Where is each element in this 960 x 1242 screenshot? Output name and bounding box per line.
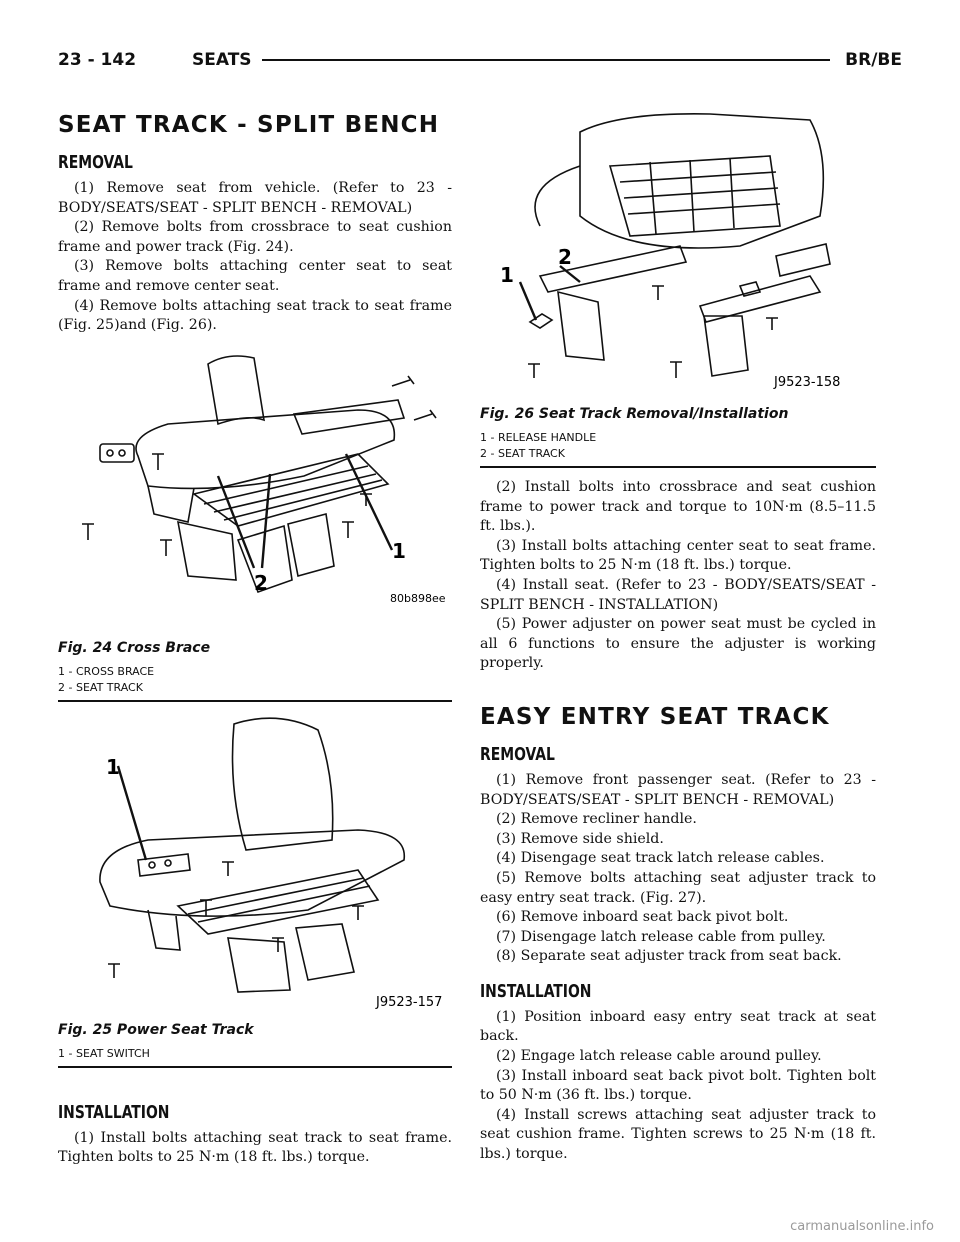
- callout-1: 1: [106, 754, 120, 779]
- removal-step: (6) Remove inboard seat back pivot bolt.: [496, 909, 789, 926]
- figure-code: J9523-158: [774, 375, 841, 390]
- power-seat-track-illustration: [58, 710, 452, 1016]
- figure-code: J9523-157: [376, 994, 443, 1010]
- seat-track-removal-illustration: [480, 106, 876, 400]
- legend-item: 2 - SEAT TRACK: [58, 680, 143, 694]
- left-column: [58, 100, 452, 1168]
- model-code: BR/BE: [845, 50, 902, 70]
- installation-step: (3) Install inboard seat back pivot bolt. Tighten bolt to 50 N·m (36 ft. lbs.) torque.: [480, 1067, 876, 1104]
- page-header: [58, 50, 902, 74]
- installation-step: (2) Install bolts into crossbrace and seat cushion frame to power track and torque to 10N·m (8.5–11.5 ft. lbs.).: [480, 479, 876, 535]
- removal-step: (3) Remove bolts attaching center seat to seat frame and remove center seat.: [58, 258, 452, 294]
- cross-brace-illustration: [58, 344, 452, 634]
- removal-heading: REMOVAL: [58, 152, 133, 173]
- legend-item: 1 - CROSS BRACE: [58, 664, 155, 678]
- figure-caption: Fig. 26 Seat Track Removal/Installation: [480, 406, 789, 422]
- installation-step: (5) Power adjuster on power seat must be cycled in all 6 functions to ensure the adjuster is working properly.: [480, 616, 876, 672]
- installation-step: (2) Engage latch release cable around pulley.: [496, 1048, 822, 1065]
- figure-legend: [58, 664, 452, 696]
- removal-step: (5) Remove bolts attaching seat adjuster track to easy entry seat track. (Fig. 27).: [480, 869, 876, 906]
- removal-step: (7) Disengage latch release cable from pulley.: [496, 928, 826, 945]
- page-number: 23 - 142: [58, 50, 137, 70]
- watermark: carmanualsonline.info: [790, 1219, 934, 1234]
- installation-step: (1) Position inboard easy entry seat track at seat back.: [480, 1008, 876, 1045]
- section-title-split-bench: SEAT TRACK - SPLIT BENCH: [58, 112, 440, 138]
- figure-25-power-seat-track: [58, 710, 452, 1068]
- section-name: SEATS: [192, 50, 252, 70]
- removal-step: (1) Remove seat from vehicle. (Refer to 23 - BODY/SEATS/SEAT - SPLIT BENCH - REMOVAL): [58, 180, 452, 216]
- callout-1: 1: [392, 538, 406, 563]
- installation-step: (4) Install seat. (Refer to 23 - BODY/SEATS/SEAT - SPLIT BENCH - INSTALLATION): [480, 576, 876, 613]
- removal-step: (4) Remove bolts attaching seat track to seat frame (Fig. 25)and (Fig. 26).: [58, 297, 452, 334]
- figure-legend: [480, 430, 876, 462]
- figure-code: 80b898ee: [390, 591, 446, 605]
- header-rule: [262, 59, 830, 61]
- callout-2: 2: [558, 245, 572, 269]
- installation-step: (4) Install screws attaching seat adjuster track to seat cushion frame. Tighten screws to 25 N·m (18 ft. lbs.) torque.: [480, 1106, 876, 1163]
- installation-heading: INSTALLATION: [480, 980, 592, 1002]
- removal-step: (3) Remove side shield.: [496, 830, 664, 847]
- removal-step: (8) Separate seat adjuster track from seat back.: [496, 948, 842, 965]
- section-title-easy-entry: EASY ENTRY SEAT TRACK: [480, 703, 830, 730]
- legend-item: 1 - SEAT SWITCH: [58, 1046, 150, 1060]
- installation-heading: INSTALLATION: [58, 1101, 170, 1123]
- removal-step: (4) Disengage seat track latch release cables.: [496, 850, 825, 867]
- right-column: [480, 106, 876, 1165]
- figure-caption: Fig. 25 Power Seat Track: [58, 1021, 254, 1038]
- figure-26-seat-track-removal: [480, 106, 876, 468]
- figure-caption: Fig. 24 Cross Brace: [58, 639, 211, 656]
- removal-step: (1) Remove front passenger seat. (Refer to 23 - BODY/SEATS/SEAT - SPLIT BENCH - REMOVAL): [480, 771, 876, 808]
- installation-step: (1) Install bolts attaching seat track to seat frame. Tighten bolts to 25 N·m (18 ft. lbs.) torque.: [58, 1129, 452, 1166]
- installation-step: (3) Install bolts attaching center seat to seat frame. Tighten bolts to 25 N·m (18 ft. lbs.) torque.: [480, 537, 876, 574]
- installation-continued: [480, 478, 876, 674]
- removal-step: (2) Remove bolts from crossbrace to seat cushion frame and power track (Fig. 24).: [58, 219, 452, 255]
- removal-step: (2) Remove recliner handle.: [496, 811, 697, 828]
- removal-heading: REMOVAL: [480, 743, 555, 765]
- legend-item: 1 - RELEASE HANDLE: [480, 431, 597, 444]
- callout-1: 1: [500, 263, 514, 287]
- callout-2: 2: [254, 570, 268, 595]
- legend-item: 2 - SEAT TRACK: [480, 447, 565, 460]
- figure-24-cross-brace: [58, 344, 452, 702]
- figure-legend: [58, 1046, 452, 1062]
